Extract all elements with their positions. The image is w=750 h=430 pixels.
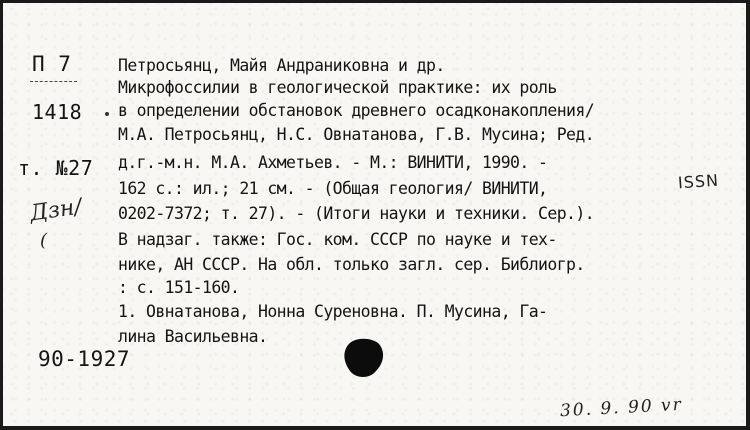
record-line: лина Васильевна.	[118, 327, 268, 346]
record-line-title: Микрофоссилии в геологической практике: их роль	[118, 78, 557, 97]
record-line: М.А. Петросьянц, Н.С. Овнатанова, Г.В. Мусина; Ред.	[118, 125, 595, 144]
record-line-note: В надзаг. также: Гос. ком. СССР по науке и тех-	[118, 230, 557, 249]
record-line: нике, АН СССР. На обл. только загл. сер. Библиогр.	[118, 255, 585, 274]
ink-blot	[340, 335, 386, 381]
volume-mark: т. №27	[18, 156, 94, 180]
record-line: 162 с.: ил.; 21 см. - (Общая геология/ ВИНИТИ,	[118, 179, 548, 198]
card-top-edge	[0, 0, 750, 3]
card-left-edge	[0, 0, 3, 430]
record-line-author: Петросьянц, Майя Андраниковна и др.	[118, 56, 445, 75]
card-bottom-edge	[0, 426, 750, 430]
record-line: в определении обстановок древнего осадконакопления/	[118, 101, 595, 120]
record-line: : с. 151-160.	[118, 278, 240, 297]
card-right-edge	[746, 0, 750, 430]
call-number: П 7	[32, 52, 72, 76]
inventory-number: 1418	[32, 100, 83, 124]
record-line-tracing: 1. Овнатанова, Нонна Суреновна. П. Мусина, Га-	[118, 302, 548, 321]
handwritten-mark: (	[40, 230, 48, 251]
record-line: д.г.-м.н. М.А. Ахметьев. - М.: ВИНИТИ, 1990. -	[118, 153, 548, 172]
handwritten-issn: ISSN	[677, 170, 720, 193]
handwritten-date: 30. 9. 90 vr	[559, 394, 684, 422]
accession-number: 90-1927	[38, 347, 131, 371]
handwritten-initials: Дзн/	[28, 194, 84, 227]
margin-dot	[105, 112, 109, 116]
record-line: 0202-7372; т. 27). - (Итоги науки и техники. Сер.).	[118, 204, 595, 223]
